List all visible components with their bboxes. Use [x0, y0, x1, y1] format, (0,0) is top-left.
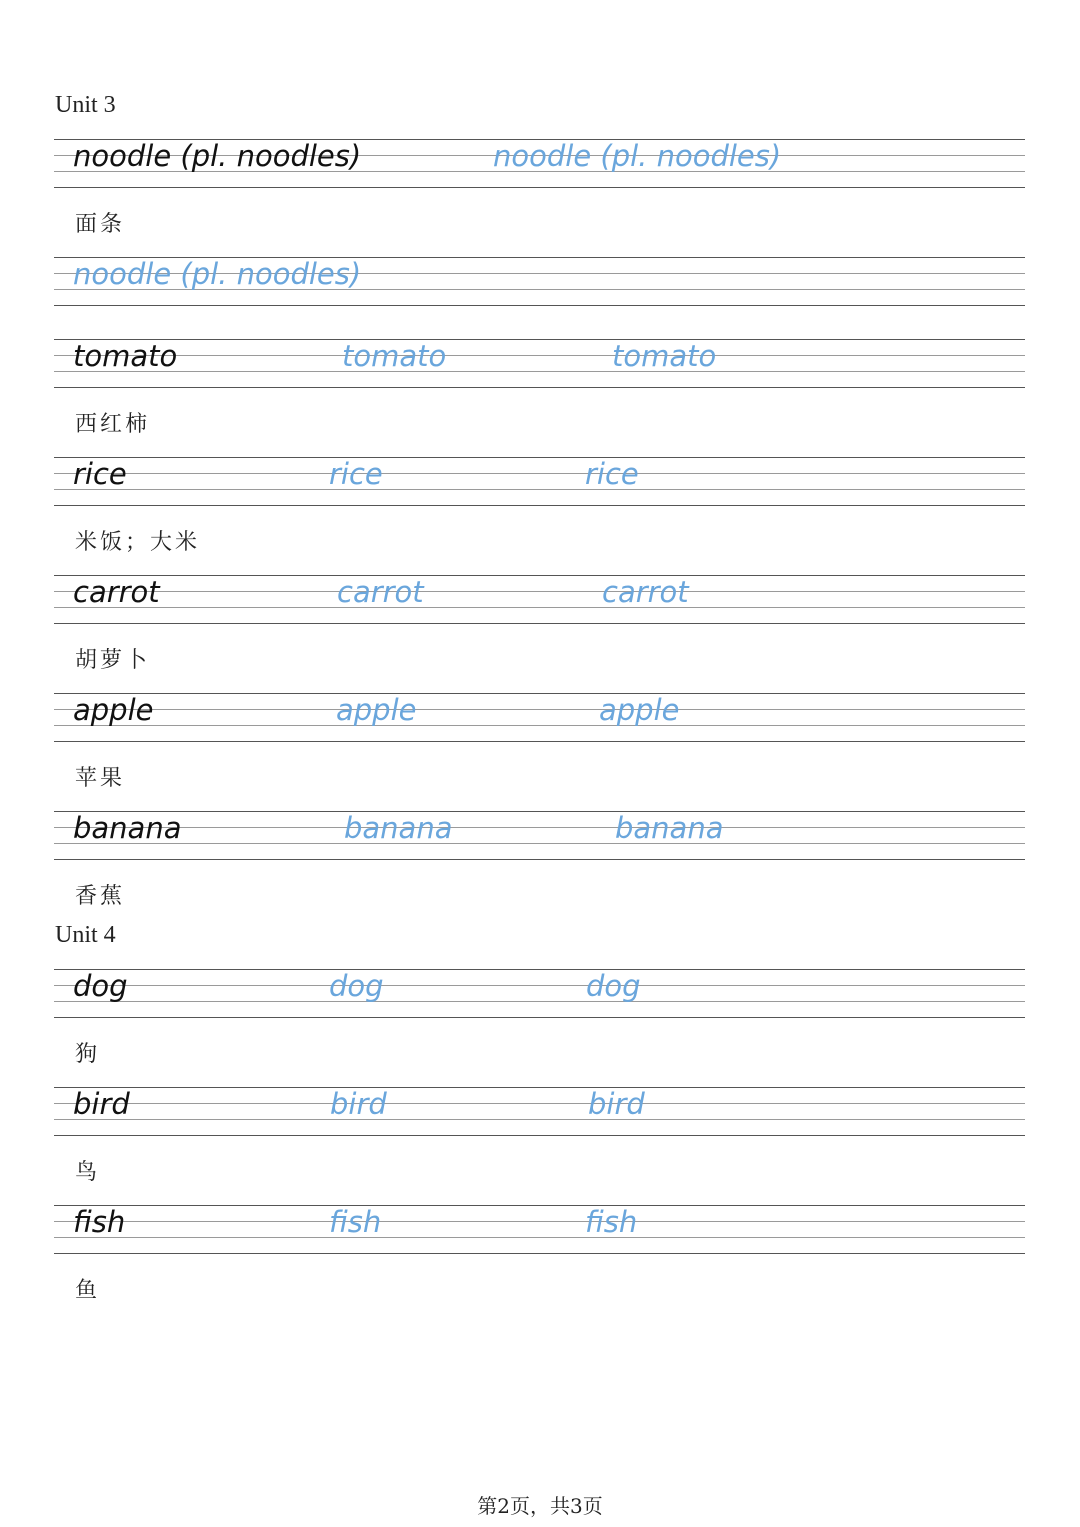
rule-line [54, 1253, 1025, 1254]
rule-line [54, 693, 1025, 694]
trace-word: noodle (pl. noodles) [493, 139, 782, 173]
model-word: banana [73, 811, 182, 845]
trace-word: apple [599, 693, 680, 727]
rule-line [54, 969, 1025, 970]
writing-row-carrot [54, 575, 1025, 624]
trace-word: banana [615, 811, 724, 845]
trace-word: carrot [602, 575, 689, 609]
writing-row-noodle [54, 139, 1025, 188]
model-word: bird [73, 1087, 130, 1121]
trace-word: rice [329, 457, 383, 491]
trace-word: bird [330, 1087, 387, 1121]
rule-line [54, 505, 1025, 506]
writing-row-tomato [54, 339, 1025, 388]
rule-line [54, 1017, 1025, 1018]
model-word: tomato [73, 339, 178, 373]
writing-row-banana [54, 811, 1025, 860]
rule-line [54, 387, 1025, 388]
writing-row-fish [54, 1205, 1025, 1254]
rule-line [54, 811, 1025, 812]
page-number-footer: 第2页，共3页 [477, 1494, 603, 1518]
meaning-text: 西红柿 [75, 412, 151, 437]
rule-line [54, 985, 1025, 986]
rule-line [54, 457, 1025, 458]
rule-line [54, 859, 1025, 860]
writing-row-rice [54, 457, 1025, 506]
meaning-text: 面条 [75, 212, 126, 237]
meaning-text: 苹果 [75, 766, 126, 791]
rule-line [54, 709, 1025, 710]
rule-line [54, 1237, 1025, 1238]
model-word: rice [73, 457, 127, 491]
meaning-text: 胡萝卜 [75, 648, 151, 673]
rule-line [54, 741, 1025, 742]
meaning-text: 米饭；大米 [75, 530, 201, 555]
rule-line [54, 575, 1025, 576]
meaning-text: 鸟 [75, 1160, 101, 1185]
rule-line [54, 187, 1025, 188]
model-word: apple [73, 693, 154, 727]
rule-line [54, 355, 1025, 356]
model-word: dog [73, 969, 128, 1003]
writing-row-noodle-trace [54, 257, 1025, 306]
rule-line [54, 473, 1025, 474]
writing-row-dog [54, 969, 1025, 1018]
rule-line [54, 305, 1025, 306]
model-word: noodle (pl. noodles) [73, 139, 362, 173]
trace-word: rice [585, 457, 639, 491]
writing-row-apple [54, 693, 1025, 742]
trace-word: fish [585, 1205, 638, 1239]
writing-row-bird [54, 1087, 1025, 1136]
trace-word: bird [588, 1087, 645, 1121]
rule-line [54, 371, 1025, 372]
trace-word: tomato [342, 339, 447, 373]
trace-word: apple [336, 693, 417, 727]
meaning-text: 狗 [75, 1042, 101, 1067]
rule-line [54, 1087, 1025, 1088]
unit-heading: Unit 3 [55, 92, 116, 118]
rule-line [54, 1135, 1025, 1136]
trace-word: carrot [337, 575, 424, 609]
trace-word: dog [586, 969, 641, 1003]
trace-word: noodle (pl. noodles) [73, 257, 362, 291]
rule-line [54, 725, 1025, 726]
trace-word: fish [329, 1205, 382, 1239]
trace-word: banana [344, 811, 453, 845]
rule-line [54, 1119, 1025, 1120]
rule-line [54, 591, 1025, 592]
meaning-text: 香蕉 [75, 884, 126, 909]
rule-line [54, 1221, 1025, 1222]
rule-line [54, 339, 1025, 340]
rule-line [54, 1001, 1025, 1002]
rule-line [54, 607, 1025, 608]
rule-line [54, 843, 1025, 844]
rule-line [54, 489, 1025, 490]
rule-line [54, 623, 1025, 624]
rule-line [54, 827, 1025, 828]
trace-word: dog [329, 969, 384, 1003]
trace-word: tomato [612, 339, 717, 373]
rule-line [54, 1103, 1025, 1104]
model-word: carrot [73, 575, 160, 609]
model-word: fish [73, 1205, 126, 1239]
rule-line [54, 1205, 1025, 1206]
meaning-text: 鱼 [75, 1278, 101, 1303]
unit-heading: Unit 4 [55, 922, 116, 948]
